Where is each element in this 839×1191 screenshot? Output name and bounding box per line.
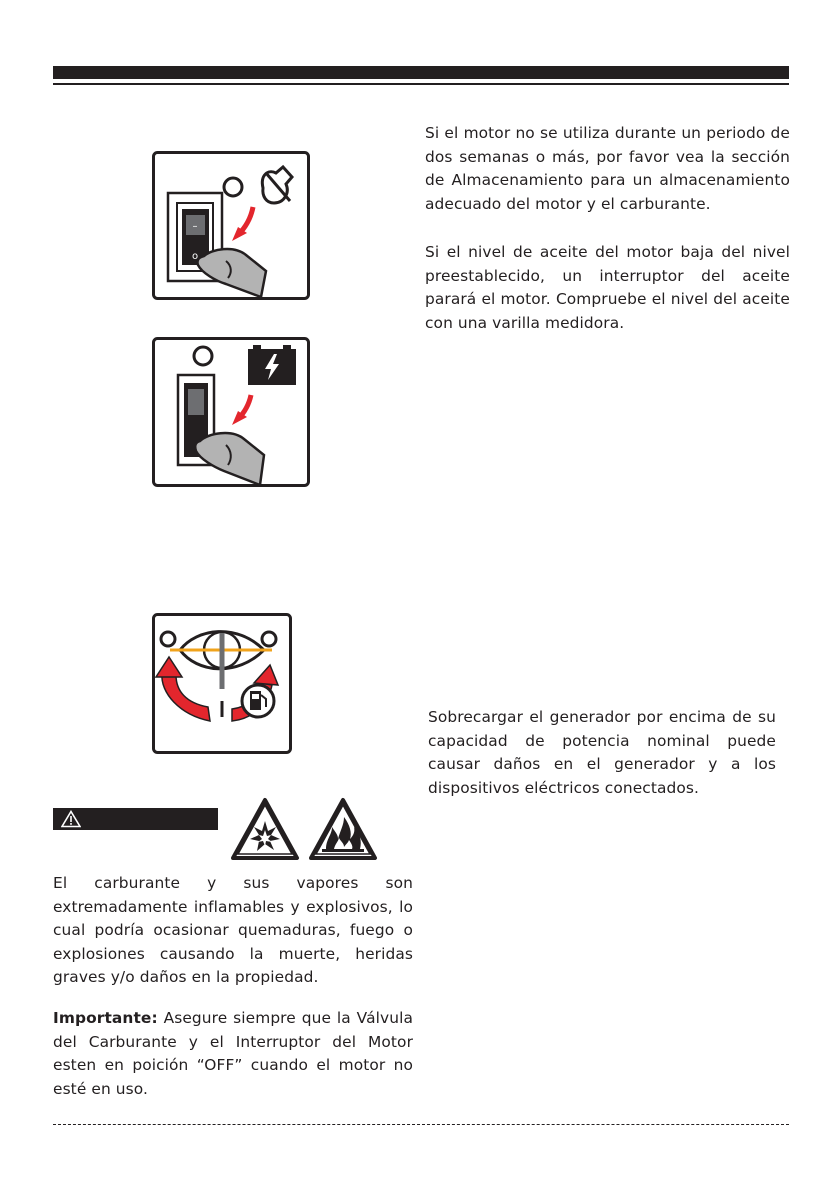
header-bar bbox=[53, 66, 789, 79]
svg-text:–: – bbox=[192, 221, 198, 232]
engine-switch-figure bbox=[152, 151, 310, 300]
svg-text:o: o bbox=[191, 251, 199, 262]
overload-paragraph: Sobrecargar el generador por encima de su capacidad de potencia nominal puede causar daños en el generador y a los dispositivos eléctricos conectados. bbox=[428, 708, 776, 797]
fuel-valve-figure bbox=[152, 613, 292, 754]
footer-dashed-rule bbox=[53, 1124, 789, 1125]
important-paragraph bbox=[53, 1007, 413, 1101]
fire-hazard-icon bbox=[308, 797, 378, 861]
oil-level-paragraph: Si el nivel de aceite del motor baja del nivel preestablecido, un interruptor del aceite parará el motor. Compruebe el nivel del aceite con una varilla medidora. bbox=[425, 243, 790, 332]
battery-switch-figure bbox=[152, 337, 310, 487]
warning-label bbox=[53, 808, 218, 830]
header-rule bbox=[53, 83, 789, 85]
battery-icon bbox=[248, 345, 296, 385]
fuel-warning-paragraph: El carburante y sus vapores son extremadamente inflamables y explosivos, lo cual podría ocasionar quemaduras, fuego o explosiones causando la muerte, heridas graves y/o daños en la propiedad. bbox=[53, 874, 413, 986]
explosion-hazard-icon bbox=[230, 797, 300, 861]
storage-paragraph: Si el motor no se utiliza durante un periodo de dos semanas o más, por favor vea la sección de Almacenamiento para un almacenamiento adecuado del motor y el carburante. bbox=[425, 124, 790, 213]
important-label: Importante: bbox=[53, 1009, 158, 1027]
fuel-pump-icon bbox=[242, 685, 274, 717]
important-text: Asegure siempre que la Válvula del Carburante y el Interruptor del Motor esten en poición “OFF” cuando el motor no esté en uso. bbox=[53, 1009, 413, 1098]
warning-triangle-icon bbox=[61, 810, 81, 828]
